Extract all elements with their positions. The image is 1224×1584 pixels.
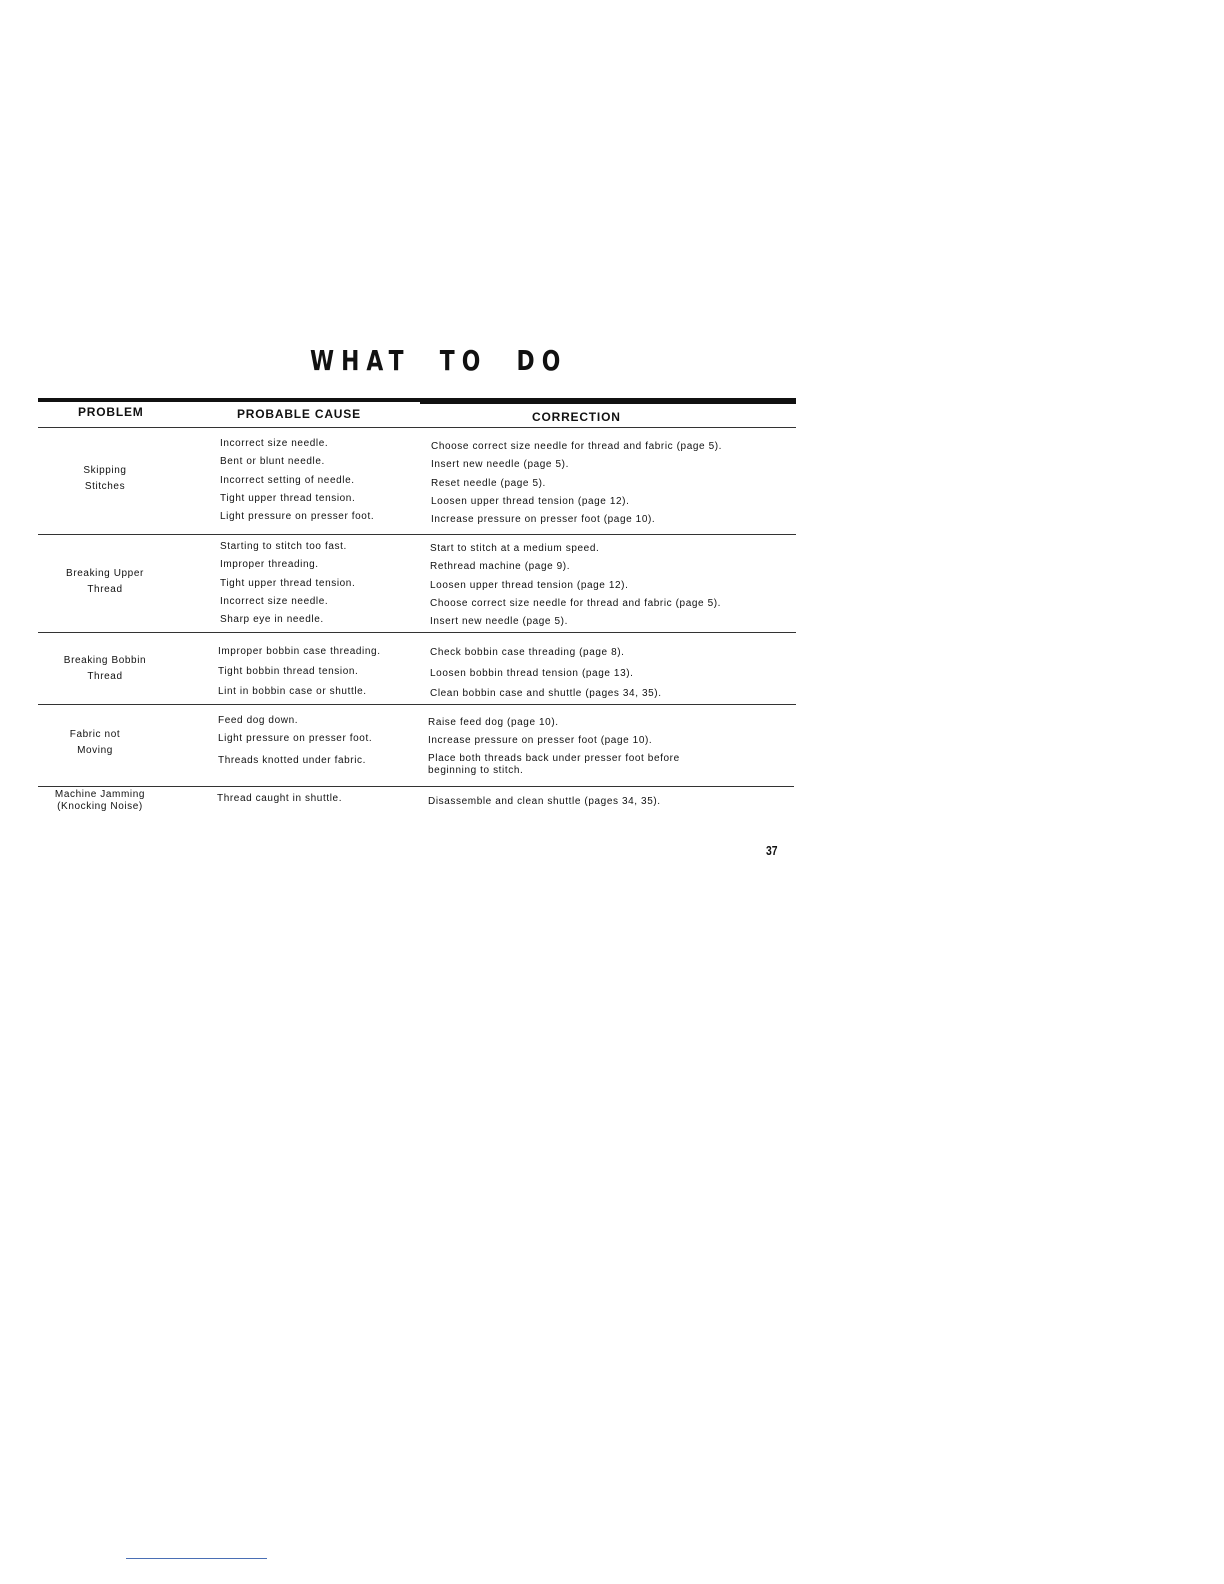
correction-item: Clean bobbin case and shuttle (pages 34, 35). <box>430 688 662 699</box>
problem-skipping-stitches <box>55 463 155 495</box>
correction-item: Rethread machine (page 9). <box>430 561 571 573</box>
cause-item: Feed dog down. <box>218 715 299 726</box>
correction-item: beginning to stitch. <box>428 764 524 776</box>
correction-item: Choose correct size needle for thread and fabric (page 5). <box>431 441 723 452</box>
corrections-list <box>430 540 721 631</box>
correction-item: Raise feed dog (page 10). <box>428 717 559 728</box>
problem-line: Breaking Upper <box>66 568 144 579</box>
causes-list <box>218 712 372 770</box>
cause-item: Tight upper thread tension. <box>220 577 356 589</box>
cause-item: Tight upper thread tension. <box>220 492 356 504</box>
corrections-list <box>430 643 662 705</box>
problem-line: (Knocking Noise) <box>57 801 143 812</box>
correction-item: Reset needle (page 5). <box>431 477 546 489</box>
corrections-list <box>428 793 661 811</box>
problem-breaking-bobbin-thread <box>50 653 160 685</box>
cause-item: Thread caught in shuttle. <box>217 793 343 804</box>
corrections-list <box>428 714 680 777</box>
correction-item: Loosen upper thread tension (page 12). <box>430 579 629 591</box>
page-number: 37 <box>766 843 778 858</box>
causes-list <box>220 538 355 629</box>
cause-item: Light pressure on presser foot. <box>218 733 373 745</box>
header-bottom-rule <box>38 427 796 428</box>
cause-item: Threads knotted under fabric. <box>218 754 367 766</box>
problem-line: Fabric not <box>69 729 121 740</box>
row-divider <box>38 632 796 633</box>
cause-item: Light pressure on presser foot. <box>220 511 375 523</box>
row-divider <box>38 786 794 787</box>
correction-item: Check bobbin case threading (page 8). <box>430 647 625 658</box>
correction-item: Place both threads back under presser foot before <box>428 752 680 764</box>
footer-rule <box>126 1558 267 1559</box>
cause-item: Starting to stitch too fast. <box>220 541 347 552</box>
causes-list <box>218 642 381 702</box>
problem-line: Breaking Bobbin <box>63 655 147 666</box>
cause-item: Sharp eye in needle. <box>220 614 324 626</box>
cause-item: Incorrect size needle. <box>220 595 329 607</box>
header-rule-right <box>420 401 796 404</box>
cause-item: Improper threading. <box>220 559 319 571</box>
correction-item: Increase pressure on presser foot (page 10). <box>428 735 653 747</box>
corrections-list <box>431 438 722 529</box>
causes-list <box>217 790 342 808</box>
cause-item: Incorrect setting of needle. <box>220 474 355 486</box>
cause-item: Lint in bobbin case or shuttle. <box>218 686 367 697</box>
problem-line: Thread <box>87 584 123 595</box>
correction-item: Loosen upper thread tension (page 12). <box>431 495 630 507</box>
row-divider <box>38 704 796 705</box>
correction-item: Choose correct size needle for thread and fabric (page 5). <box>430 597 722 609</box>
problem-line: Machine Jamming <box>54 789 146 800</box>
problem-line: Moving <box>77 745 113 756</box>
header-cause: PROBABLE CAUSE <box>237 407 361 421</box>
row-divider <box>38 534 796 535</box>
correction-item: Start to stitch at a medium speed. <box>430 543 600 554</box>
correction-item: Loosen bobbin thread tension (page 13). <box>430 667 634 679</box>
problem-machine-jamming <box>46 789 154 813</box>
problem-breaking-upper-thread <box>50 566 160 598</box>
cause-item: Bent or blunt needle. <box>220 456 325 468</box>
problem-fabric-not-moving <box>50 727 140 759</box>
header-correction: CORRECTION <box>532 410 621 424</box>
page-title: WHAT TO DO <box>310 344 568 377</box>
problem-line: Thread <box>87 671 123 682</box>
cause-item: Improper bobbin case threading. <box>218 646 381 657</box>
cause-item: Incorrect size needle. <box>220 438 329 449</box>
header-problem: PROBLEM <box>78 405 144 419</box>
problem-line: Skipping <box>83 465 127 476</box>
correction-item: Insert new needle (page 5). <box>431 459 569 471</box>
correction-item: Increase pressure on presser foot (page 10). <box>431 514 656 526</box>
cause-item: Tight bobbin thread tension. <box>218 666 359 677</box>
problem-line: Stitches <box>84 481 126 492</box>
correction-item: Disassemble and clean shuttle (pages 34, 35). <box>428 796 661 807</box>
correction-item: Insert new needle (page 5). <box>430 616 568 628</box>
causes-list <box>220 435 374 526</box>
